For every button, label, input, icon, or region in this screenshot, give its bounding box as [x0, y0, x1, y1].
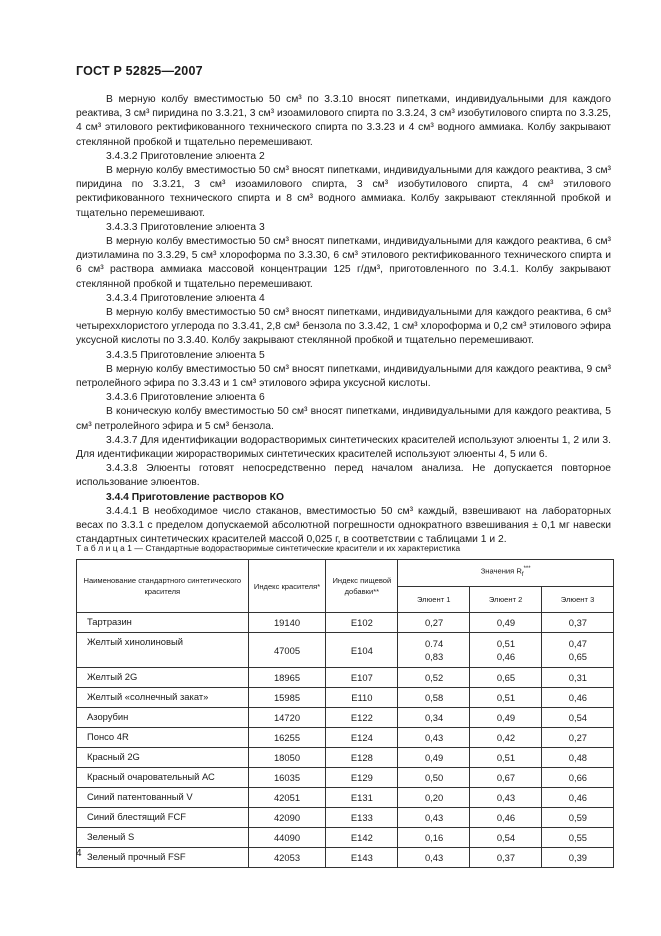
page-number: 4 [76, 848, 82, 859]
table-caption: Т а б л и ц а 1 — Стандартные водорастворимые синтетические красители и их характеристика [76, 543, 461, 553]
dye-index-cell: 16035 [248, 768, 326, 788]
rf-eluent-2-cell: 0,43 [470, 788, 542, 808]
dye-index-cell: 18050 [248, 748, 326, 768]
rf-eluent-3-cell: 0,47 0,65 [542, 633, 614, 668]
food-index-cell: E142 [326, 828, 398, 848]
dye-index-cell: 15985 [248, 688, 326, 708]
header-eluent-3: Элюент 3 [542, 587, 614, 613]
paragraph: 3.4.3.8 Элюенты готовят непосредственно перед началом анализа. Не допускается повторное использование элюентов. [76, 463, 611, 489]
table-row [77, 613, 614, 633]
header-dye-index: Индекс красителя* [248, 560, 326, 613]
rf-eluent-2-cell: 0,49 [470, 708, 542, 728]
dye-name-cell: Желтый «солнечный закат» [77, 688, 249, 708]
paragraph: В мерную колбу вместимостью 50 см³ вносят пипетками, индивидуальными для каждого реактива, 6 см³ четыреххлористого углерода по 3.3.41, 2,8 см³ бензола по 3.3.42, 1 см³ хлороформа и 0,2 см³ этилового эфира уксусной кислоты по 3.3.40. Колбу закрывают стеклянной пробкой и тщательно перемешивают. [76, 307, 611, 347]
dye-name-cell: Красный 2G [77, 748, 249, 768]
food-index-cell: E143 [326, 848, 398, 868]
header-rf-label: Значения R [480, 567, 522, 576]
rf-eluent-2-cell: 0,37 [470, 848, 542, 868]
section-heading: 3.4.3.5 Приготовление элюента 5 [106, 349, 265, 361]
rf-eluent-2-cell: 0,42 [470, 728, 542, 748]
paragraph: 3.4.4.1 В необходимое число стаканов, вместимостью 50 см³ каждый, взвешивают на лабораторных весах по 3.3.1 с пределом допускаемой абсолютной погрешности однократного взвешивания ± 0,1 мг навески стандартных синтетических красителей массой 0,025 г, в соответствии с таблицами 1 и 2. [76, 505, 611, 546]
rf-eluent-2-cell: 0,46 [470, 808, 542, 828]
section-heading: 3.4.4 Приготовление растворов КО [106, 491, 284, 503]
dye-name-cell: Тартразин [77, 613, 249, 633]
food-index-cell: E133 [326, 808, 398, 828]
table-row [77, 633, 614, 668]
rf-eluent-1-cell: 0,50 [398, 768, 470, 788]
section-heading: 3.4.3.2 Приготовление элюента 2 [106, 150, 265, 162]
body-text [76, 93, 611, 548]
food-index-cell: E102 [326, 613, 398, 633]
header-rf-suffix: *** [523, 566, 531, 573]
dye-name-cell: Зеленый прочный FSF [77, 848, 249, 868]
dye-index-cell: 14720 [248, 708, 326, 728]
table-row [77, 768, 614, 788]
table-row [77, 688, 614, 708]
rf-eluent-2-cell: 0,67 [470, 768, 542, 788]
dye-name-cell: Зеленый S [77, 828, 249, 848]
dye-index-cell: 42090 [248, 808, 326, 828]
food-index-cell: E131 [326, 788, 398, 808]
header-dye-name: Наименование стандартного синтетического красителя [77, 560, 249, 613]
rf-eluent-3-cell: 0,46 [542, 688, 614, 708]
dye-table [76, 559, 614, 868]
table-row [77, 748, 614, 768]
rf-eluent-1-cell: 0.74 0,83 [398, 633, 470, 668]
dye-table-body [77, 613, 614, 868]
rf-eluent-2-cell: 0,51 [470, 748, 542, 768]
header-eluent-2: Элюент 2 [470, 587, 542, 613]
header-rf-sub: f [521, 572, 524, 579]
rf-eluent-3-cell: 0,66 [542, 768, 614, 788]
dye-name-cell: Понсо 4R [77, 728, 249, 748]
rf-eluent-1-cell: 0,52 [398, 668, 470, 688]
food-index-cell: E104 [326, 633, 398, 668]
paragraph: В мерную колбу вместимостью 50 см³ вносят пипетками, индивидуальными для каждого реактива, 9 см³ петролейного эфира по 3.3.43 и 1 см³ этилового эфира уксусной кислоты. [76, 363, 611, 390]
rf-eluent-3-cell: 0,39 [542, 848, 614, 868]
rf-eluent-3-cell: 0,31 [542, 668, 614, 688]
paragraph: В мерную колбу вместимостью 50 см³ по 3.3.10 вносят пипетками, индивидуальными для каждого реактива, 3 см³ пиридина по 3.3.21, 3 см³ изоамилового спирта по 3.3.24, 3 см³ изобутилового спирта по 3.3.25, 4 см³ этилового ректификованного технического спирта по 3.3.23 и 4 см³ водного аммиака. Колбу закрывают стеклянной пробкой и тщательно перемешивают. [76, 94, 611, 148]
rf-eluent-1-cell: 0,20 [398, 788, 470, 808]
table-row [77, 728, 614, 748]
food-index-cell: E129 [326, 768, 398, 788]
header-food-index: Индекс пищевой добавки** [326, 560, 398, 613]
rf-eluent-1-cell: 0,43 [398, 728, 470, 748]
dye-index-cell: 42053 [248, 848, 326, 868]
rf-eluent-3-cell: 0,54 [542, 708, 614, 728]
rf-eluent-2-cell: 0,54 [470, 828, 542, 848]
dye-index-cell: 42051 [248, 788, 326, 808]
rf-eluent-2-cell: 0,49 [470, 613, 542, 633]
dye-index-cell: 47005 [248, 633, 326, 668]
rf-eluent-2-cell: 0,51 [470, 688, 542, 708]
paragraph: В мерную колбу вместимостью 50 см³ вносят пипетками, индивидуальными для каждого реактива, 3 см³ пиридина по 3.3.21, 3 см³ изоамилового спирта, 3 см³ изобутилового спирта, 4 см³ этилового ректификованного технического спирта и 8 см³ водного аммиака. Колбу закрывают стеклянной пробкой и тщательно перемешивают. [76, 165, 611, 219]
rf-eluent-1-cell: 0,43 [398, 848, 470, 868]
document-header: ГОСТ Р 52825—2007 [76, 64, 203, 78]
rf-eluent-3-cell: 0,59 [542, 808, 614, 828]
rf-eluent-3-cell: 0,27 [542, 728, 614, 748]
section-heading: 3.4.3.6 Приготовление элюента 6 [106, 392, 265, 404]
paragraph: В мерную колбу вместимостью 50 см³ вносят пипетками, индивидуальными для каждого реактива, 6 см³ диэтиламина по 3.3.29, 5 см³ хлороформа по 3.3.30, 6 см³ этилового ректификованного технического спирта и 6 см³ раствора аммиака массовой концентрации 125 г/дм³, приготовленного по 3.4.1. Колбу закрывают стеклянной пробкой и тщательно перемешивают. [76, 236, 611, 290]
rf-eluent-3-cell: 0,48 [542, 748, 614, 768]
food-index-cell: E107 [326, 668, 398, 688]
dye-index-cell: 18965 [248, 668, 326, 688]
rf-eluent-3-cell: 0,46 [542, 788, 614, 808]
rf-eluent-1-cell: 0,58 [398, 688, 470, 708]
table-row [77, 788, 614, 808]
rf-eluent-1-cell: 0,43 [398, 808, 470, 828]
header-rf-values [398, 560, 614, 587]
section-heading: 3.4.3.3 Приготовление элюента 3 [106, 221, 265, 233]
rf-eluent-3-cell: 0,55 [542, 828, 614, 848]
dye-name-cell: Желтый хинолиновый [77, 633, 249, 668]
dye-name-cell: Синий патентованный V [77, 788, 249, 808]
dye-name-cell: Синий блестящий FCF [77, 808, 249, 828]
rf-eluent-3-cell: 0,37 [542, 613, 614, 633]
food-index-cell: E128 [326, 748, 398, 768]
rf-eluent-2-cell: 0,65 [470, 668, 542, 688]
dye-index-cell: 44090 [248, 828, 326, 848]
table-row [77, 848, 614, 868]
paragraph: В коническую колбу вместимостью 50 см³ вносят пипетками, индивидуальными для каждого реактива, 5 см³ петролейного эфира и 5 см³ бензола. [76, 406, 611, 432]
paragraph: 3.4.3.7 Для идентификации водорастворимых синтетических красителей используют элюенты 1, 2 или 3. Для идентификации жирорастворимых синтетических красителей используют элюенты 4, 5 или 6. [76, 434, 611, 461]
food-index-cell: E110 [326, 688, 398, 708]
table-row [77, 668, 614, 688]
dye-name-cell: Желтый 2G [77, 668, 249, 688]
table-row [77, 828, 614, 848]
food-index-cell: E124 [326, 728, 398, 748]
dye-index-cell: 19140 [248, 613, 326, 633]
header-eluent-1: Элюент 1 [398, 587, 470, 613]
dye-index-cell: 16255 [248, 728, 326, 748]
rf-eluent-2-cell: 0,51 0,46 [470, 633, 542, 668]
rf-eluent-1-cell: 0,27 [398, 613, 470, 633]
section-heading: 3.4.3.4 Приготовление элюента 4 [106, 292, 265, 304]
dye-name-cell: Азорубин [77, 708, 249, 728]
table-row [77, 708, 614, 728]
table-row [77, 808, 614, 828]
rf-eluent-1-cell: 0,16 [398, 828, 470, 848]
rf-eluent-1-cell: 0,49 [398, 748, 470, 768]
dye-name-cell: Красный очаровательный АС [77, 768, 249, 788]
food-index-cell: E122 [326, 708, 398, 728]
rf-eluent-1-cell: 0,34 [398, 708, 470, 728]
